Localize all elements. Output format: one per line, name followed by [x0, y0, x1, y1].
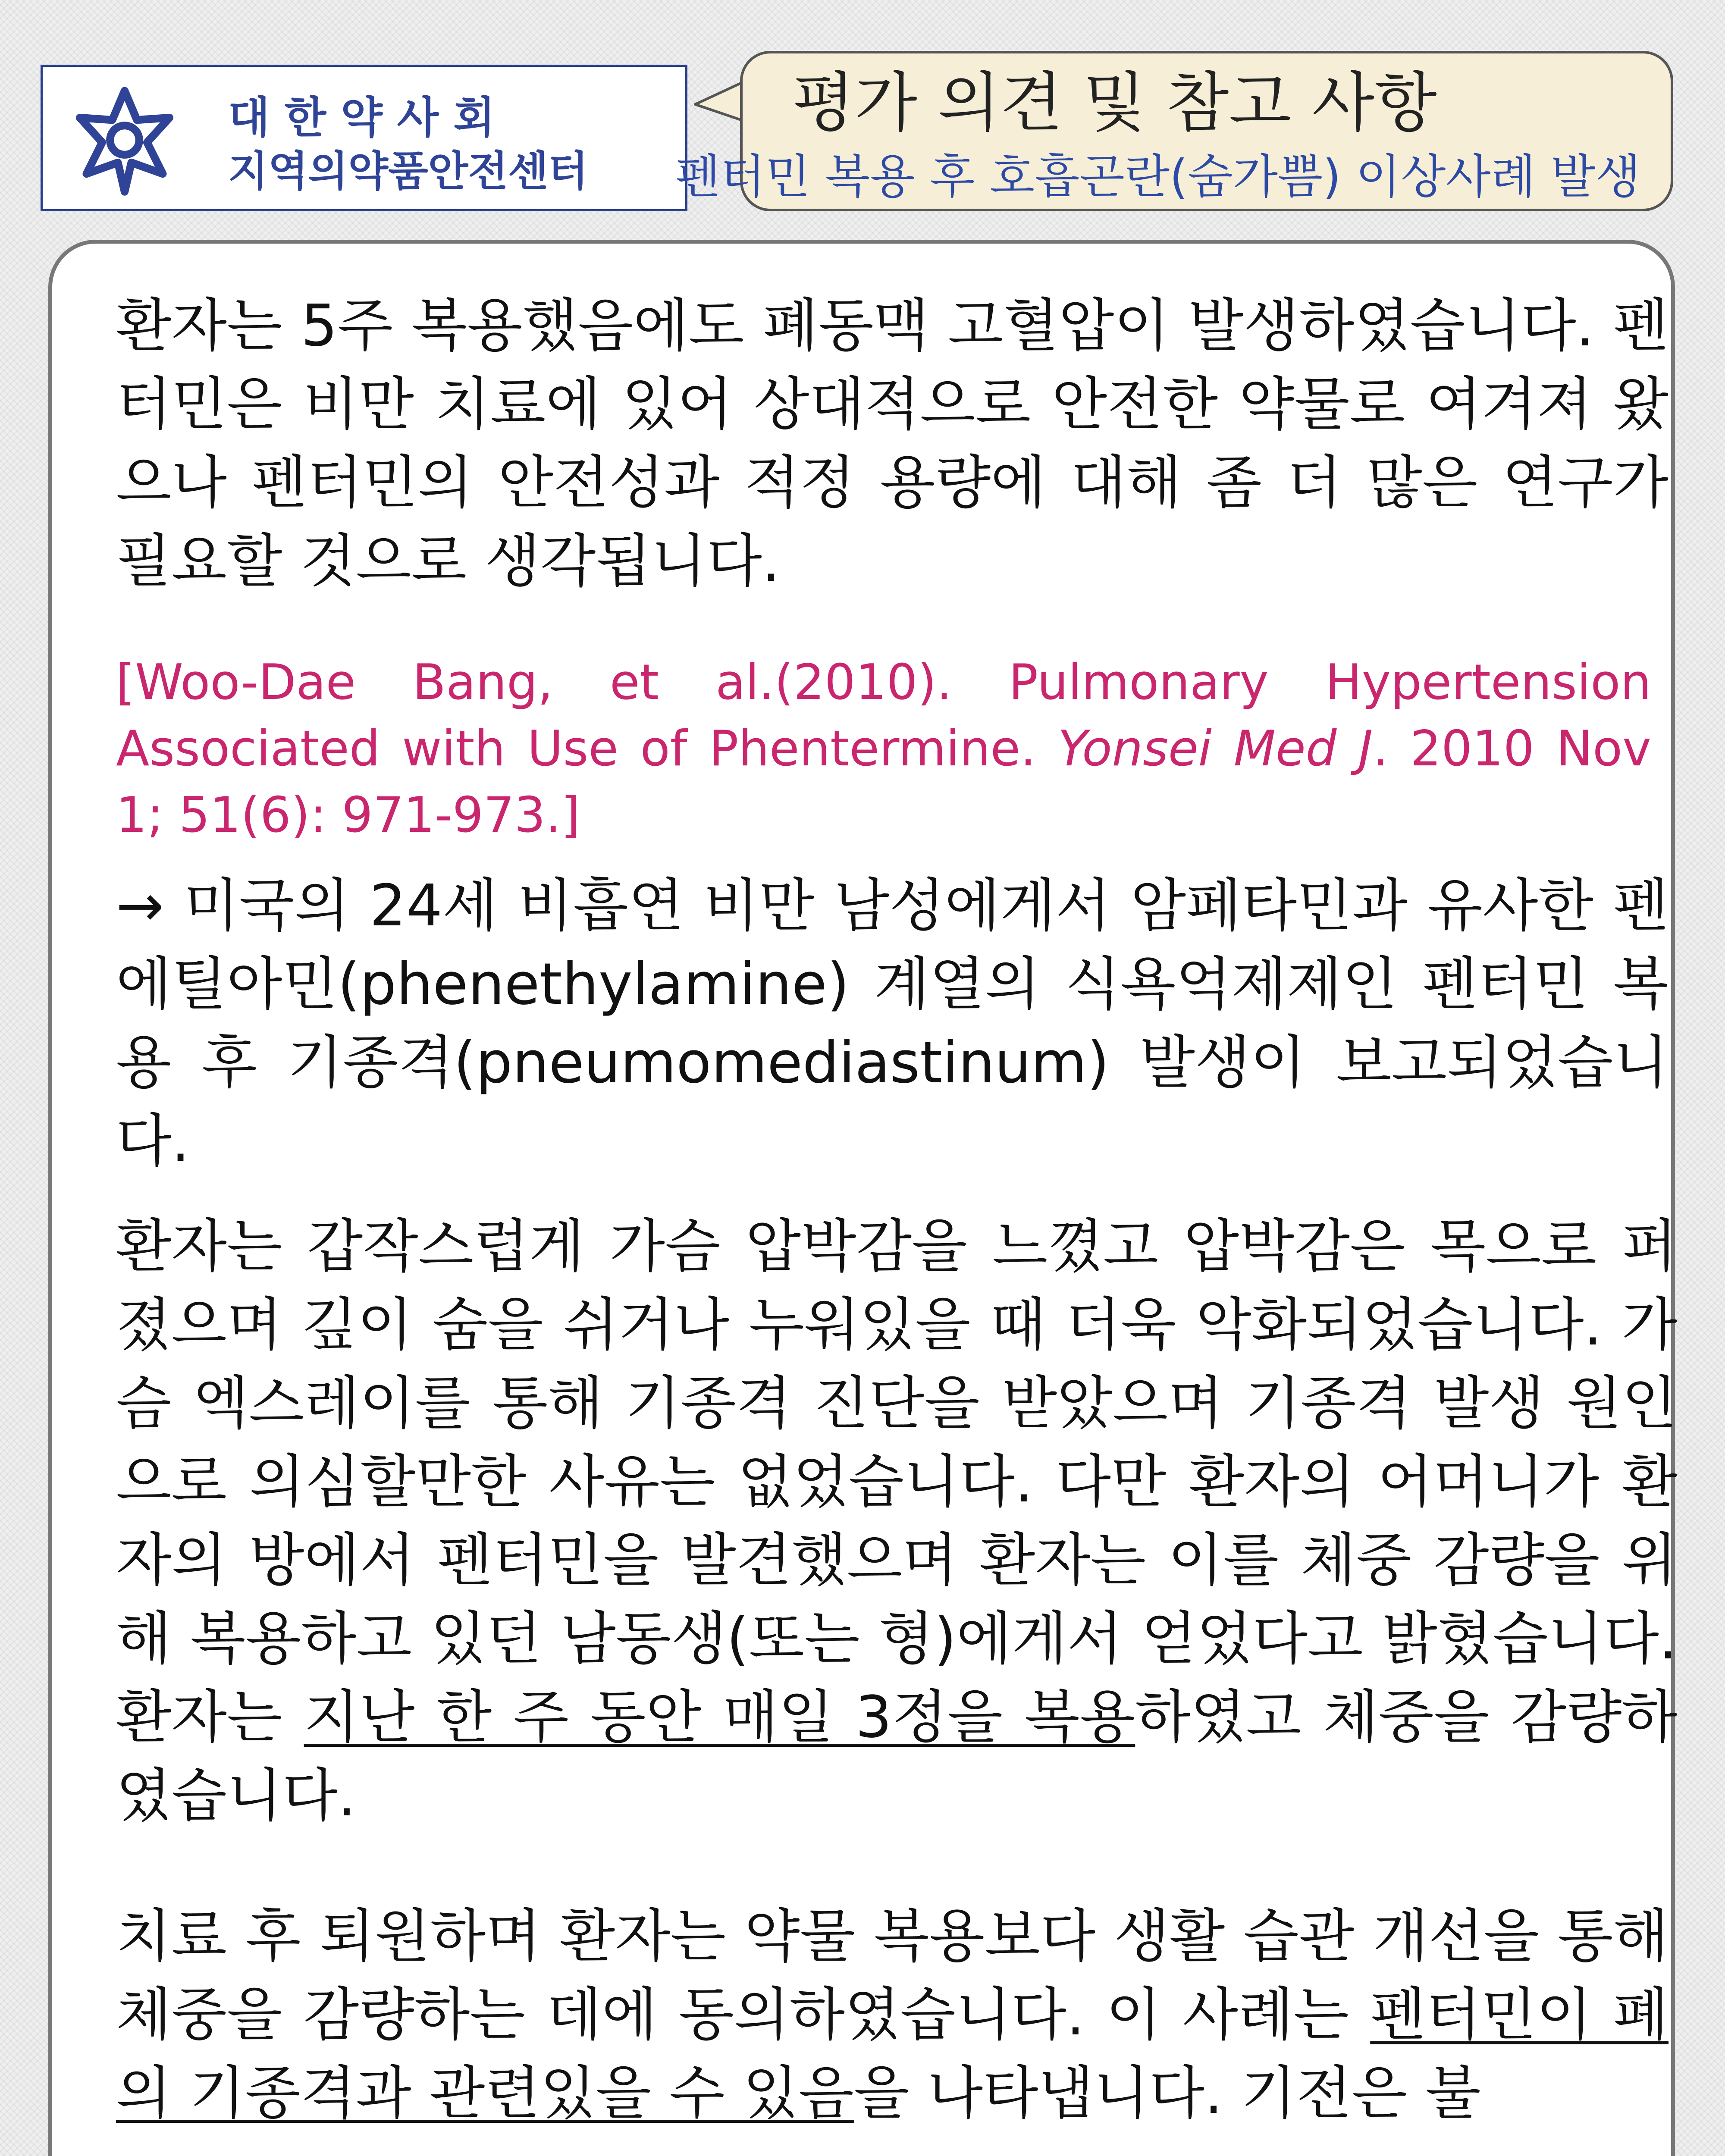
- outcome-end: 을 나타냅니다. 기전은 불: [853, 2060, 1481, 2127]
- page-title: 평가 의견 및 참고 사항: [792, 66, 1437, 141]
- citation-part2: . 2010 Nov 1; 51(6): 971-973.]: [116, 720, 1651, 843]
- content-panel: [48, 240, 1678, 2156]
- paragraph-case-detail: [116, 1207, 1677, 1835]
- title-bubble: [675, 51, 1673, 211]
- citation-part1: [Woo-Dae Bang, et al.(2010). Pulmonary Hypertension Associated with Use of Phentermine.: [116, 654, 1651, 777]
- outcome-text: 치료 후 퇴원하며 환자는 약물 복용보다 생활 습관 개선을 통해 체중을 감량하는 데에 동의하였습니다. 이 사례는: [116, 1903, 1669, 2048]
- underlined-dosage: 지난 한 주 동안 매일 3정을 복용: [304, 1684, 1135, 1751]
- star-emblem-icon: [69, 84, 181, 196]
- case-detail-end: 하였고 체중을 감량하였습니다.: [116, 1684, 1678, 1829]
- page-subtitle: 펜터민 복용 후 호흡곤란(숨가쁨) 이상사례 발생: [675, 150, 1640, 204]
- logo-line1: 대한약사회: [228, 92, 510, 143]
- paragraph-case-summary: → 미국의 24세 비흡연 비만 남성에게서 암페타민과 유사한 펜에틸아민(phenethylamine) 계열의 식욕억제제인 펜터민 복용 후 기종격(pneumomediastinum) 발생이 보고되었습니다.: [116, 873, 1669, 1175]
- paragraph-assessment: 환자는 5주 복용했음에도 폐동맥 고혈압이 발생하였습니다. 펜터민은 비만 치료에 있어 상대적으로 안전한 약물로 여겨져 왔으나 펜터민의 안전성과 적정 용량에 대해 좀 더 많은 연구가 필요할 것으로 생각됩니다.: [116, 293, 1669, 595]
- underlined-conclusion: 펜터민이 폐의 기종격과 관련있을 수 있음: [116, 1982, 1669, 2127]
- paragraph-outcome: [116, 1897, 1669, 2133]
- citation-journal: Yonsei Med J: [1057, 720, 1373, 777]
- logo-box: [41, 65, 687, 211]
- logo-text: [228, 91, 588, 198]
- citation: [116, 649, 1651, 848]
- case-detail-text: 환자는 갑작스럽게 가슴 압박감을 느꼈고 압박감은 목으로 퍼졌으며 깊이 숨을 쉬거나 누워있을 때 더욱 악화되었습니다. 가슴 엑스레이를 통해 기종격 진단을 받았으며 기종격 발생 원인으로 의심할만한 사유는 없었습니다. 다만 환자의 어머니가 환자의 방에서 펜터민을 발견했으며 환자는 이를 체중 감량을 위해 복용하고 있던 남동생(또는 형)에게서 얻었다고 밝혔습니다. 환자는: [116, 1213, 1677, 1751]
- logo-line2: 지역의약품안전센터: [228, 147, 588, 195]
- bubble-tail: [692, 73, 743, 129]
